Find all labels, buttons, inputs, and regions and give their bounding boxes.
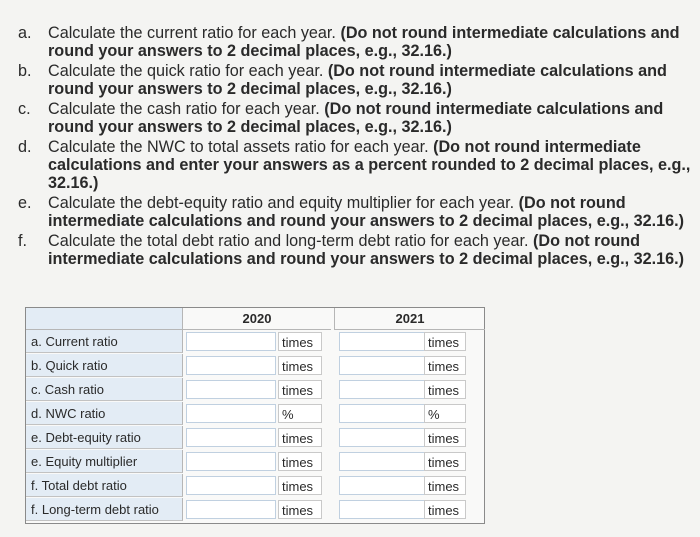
current-ratio-2021-input[interactable] bbox=[339, 332, 429, 351]
instruction-text bbox=[48, 62, 698, 98]
unit-label: times bbox=[424, 476, 466, 495]
instruction-bold: (Do not round intermediate calculations and round your answers to 2 decimal places, e.g., 32.16.) bbox=[48, 232, 685, 268]
unit-label: times bbox=[424, 500, 466, 519]
instruction-text bbox=[48, 138, 698, 192]
row-label: e. Debt-equity ratio bbox=[26, 426, 183, 449]
column-header-2020: 2020 bbox=[183, 308, 331, 330]
instruction-plain: Calculate the debt-equity ratio and equity multiplier for each year. bbox=[48, 194, 515, 212]
row-label: e. Equity multiplier bbox=[26, 450, 183, 473]
row-label: f. Long-term debt ratio bbox=[26, 498, 183, 521]
instruction-letter: b. bbox=[18, 62, 32, 80]
table-row bbox=[26, 474, 484, 498]
unit-label: times bbox=[424, 332, 466, 351]
instruction-letter: a. bbox=[18, 24, 32, 42]
instruction-plain: Calculate the NWC to total assets ratio for each year. bbox=[48, 138, 429, 156]
cash-ratio-2020-input[interactable] bbox=[186, 380, 276, 399]
debt-equity-ratio-2020-input[interactable] bbox=[186, 428, 276, 447]
total-debt-ratio-2021-input[interactable] bbox=[339, 476, 429, 495]
table-row bbox=[26, 498, 484, 522]
unit-label: times bbox=[424, 380, 466, 399]
current-ratio-2020-input[interactable] bbox=[186, 332, 276, 351]
unit-label: times bbox=[424, 356, 466, 375]
unit-label: times bbox=[278, 428, 322, 447]
instructions-list bbox=[18, 24, 698, 270]
instruction-a bbox=[18, 24, 698, 60]
nwc-ratio-2021-input[interactable] bbox=[339, 404, 429, 423]
instruction-text bbox=[48, 24, 698, 60]
instruction-c bbox=[18, 100, 698, 136]
column-header-2021: 2021 bbox=[334, 308, 485, 330]
instruction-plain: Calculate the cash ratio for each year. bbox=[48, 100, 320, 118]
table-row bbox=[26, 426, 484, 450]
instruction-letter: e. bbox=[18, 194, 32, 212]
instruction-d bbox=[18, 138, 698, 192]
instruction-b bbox=[18, 62, 698, 98]
instruction-f bbox=[18, 232, 698, 268]
row-label: c. Cash ratio bbox=[26, 378, 183, 401]
long-term-debt-ratio-2021-input[interactable] bbox=[339, 500, 429, 519]
instruction-e bbox=[18, 194, 698, 230]
equity-multiplier-2020-input[interactable] bbox=[186, 452, 276, 471]
unit-label: times bbox=[278, 356, 322, 375]
instruction-text bbox=[48, 194, 698, 230]
row-label: b. Quick ratio bbox=[26, 354, 183, 377]
instruction-letter: d. bbox=[18, 138, 32, 156]
long-term-debt-ratio-2020-input[interactable] bbox=[186, 500, 276, 519]
row-label: a. Current ratio bbox=[26, 330, 183, 353]
table-row bbox=[26, 354, 484, 378]
total-debt-ratio-2020-input[interactable] bbox=[186, 476, 276, 495]
equity-multiplier-2021-input[interactable] bbox=[339, 452, 429, 471]
table-row bbox=[26, 378, 484, 402]
instruction-plain: Calculate the total debt ratio and long-term debt ratio for each year. bbox=[48, 232, 529, 250]
instruction-text bbox=[48, 232, 698, 268]
instruction-letter: c. bbox=[18, 100, 31, 118]
instruction-bold: (Do not round intermediate calculations and round your answers to 2 decimal places, e.g., 32.16.) bbox=[48, 194, 685, 230]
unit-label: times bbox=[278, 332, 322, 351]
cash-ratio-2021-input[interactable] bbox=[339, 380, 429, 399]
instruction-letter: f. bbox=[18, 232, 27, 250]
quick-ratio-2021-input[interactable] bbox=[339, 356, 429, 375]
instruction-bold: (Do not round intermediate calculations and round your answers to 2 decimal places, e.g., 32.16.) bbox=[48, 62, 667, 98]
table-row bbox=[26, 450, 484, 474]
unit-label: times bbox=[424, 428, 466, 447]
row-label: d. NWC ratio bbox=[26, 402, 183, 425]
answer-table bbox=[25, 307, 485, 524]
row-label: f. Total debt ratio bbox=[26, 474, 183, 497]
unit-label: % bbox=[424, 404, 466, 423]
unit-label: times bbox=[278, 476, 322, 495]
unit-label: % bbox=[278, 404, 322, 423]
unit-label: times bbox=[424, 452, 466, 471]
unit-label: times bbox=[278, 380, 322, 399]
instruction-plain: Calculate the current ratio for each year. bbox=[48, 24, 336, 42]
instruction-bold: (Do not round intermediate calculations and round your answers to 2 decimal places, e.g., 32.16.) bbox=[48, 100, 664, 136]
instruction-text bbox=[48, 100, 698, 136]
unit-label: times bbox=[278, 500, 322, 519]
quick-ratio-2020-input[interactable] bbox=[186, 356, 276, 375]
header-blank-cell bbox=[26, 308, 183, 330]
instruction-bold: (Do not round intermediate calculations and round your answers to 2 decimal places, e.g., 32.16.) bbox=[48, 24, 680, 60]
debt-equity-ratio-2021-input[interactable] bbox=[339, 428, 429, 447]
unit-label: times bbox=[278, 452, 322, 471]
instruction-plain: Calculate the quick ratio for each year. bbox=[48, 62, 324, 80]
instruction-bold: (Do not round intermediate calculations and enter your answers as a percent rounded to 2 decimal places, e.g., 32.16.) bbox=[48, 138, 691, 192]
table-row bbox=[26, 330, 484, 354]
table-row bbox=[26, 402, 484, 426]
nwc-ratio-2020-input[interactable] bbox=[186, 404, 276, 423]
